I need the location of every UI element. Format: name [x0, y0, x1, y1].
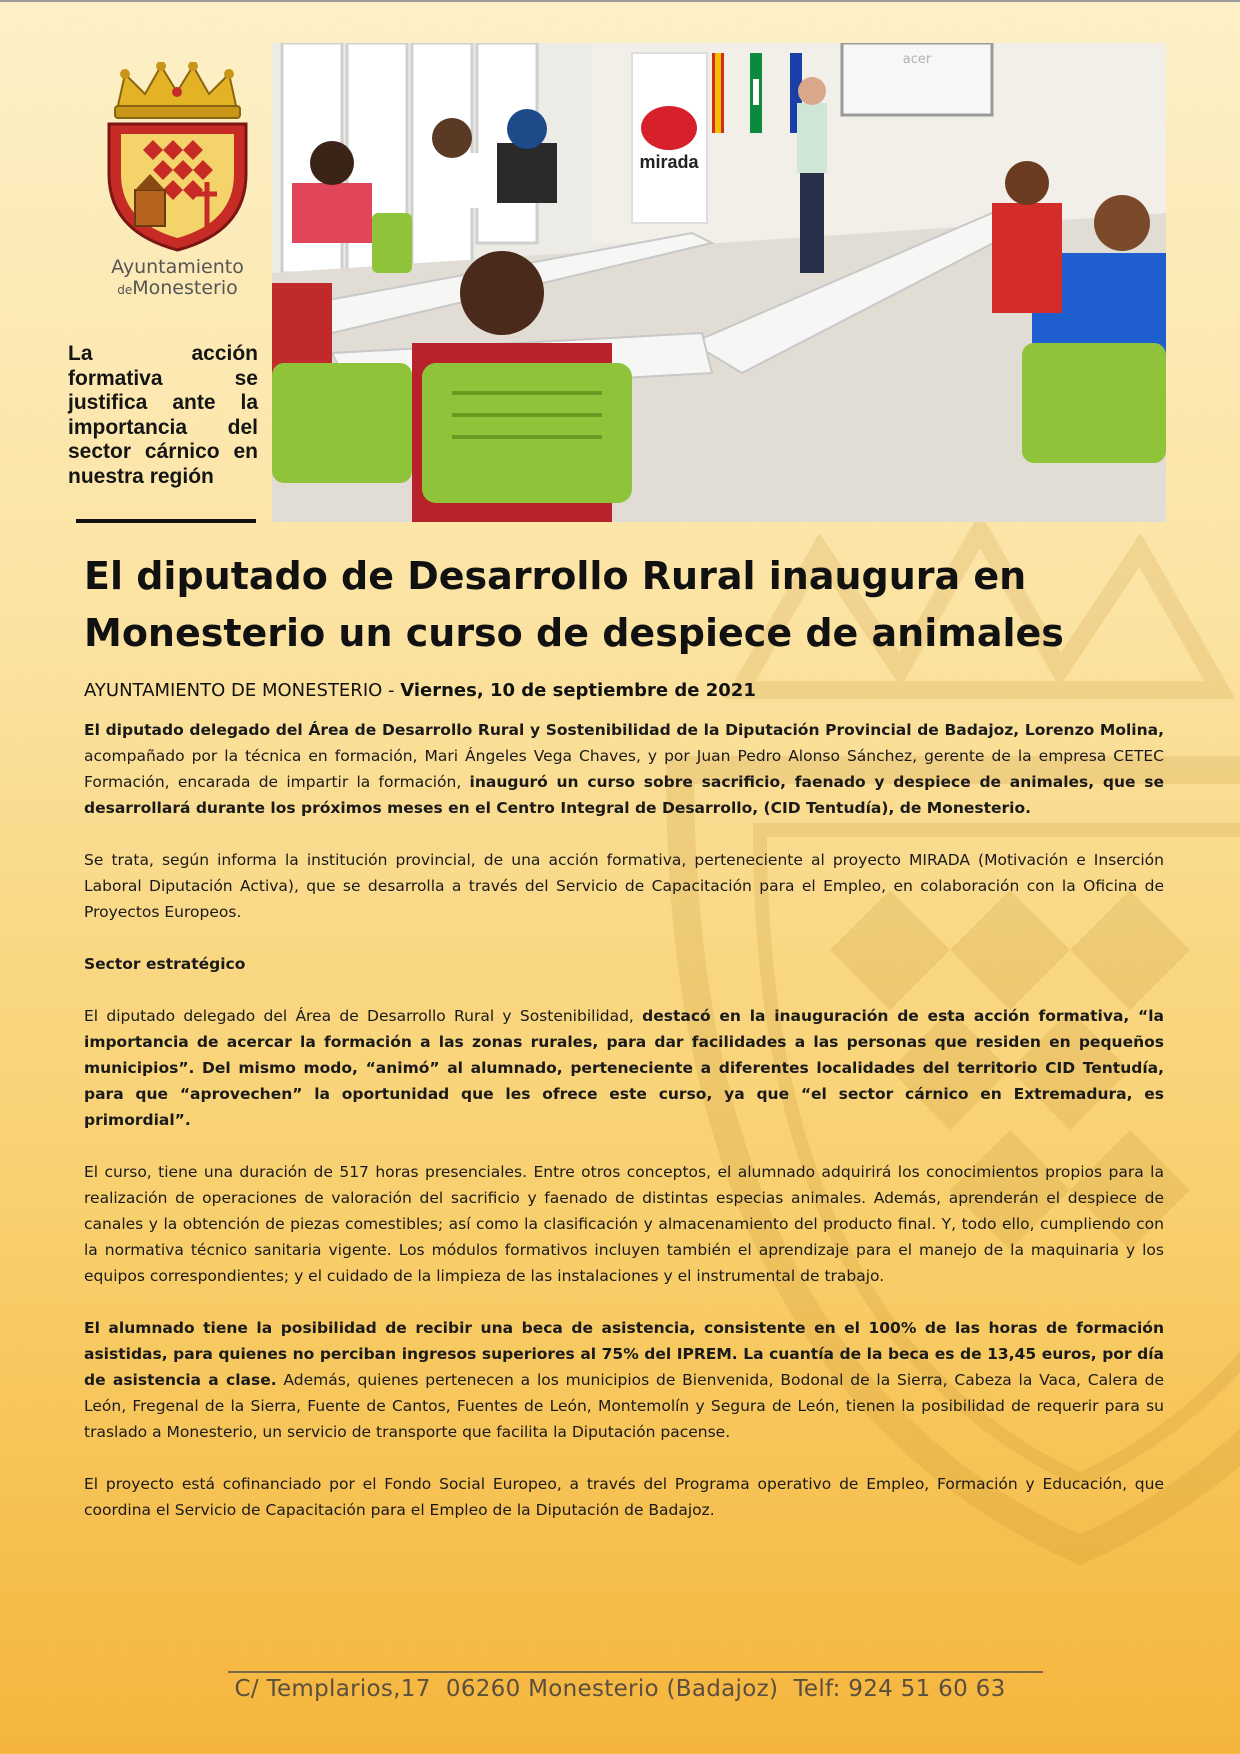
top-border [0, 0, 1240, 2]
paragraph-1 [84, 717, 1164, 821]
logo-text [95, 257, 260, 301]
paragraph-5-lead: El alumnado tiene la posibilidad de recibir una beca de asistencia, consistente en el 100% de las horas de formación asistidas, para quienes no perciban ingresos superiores al 75% del IPREM. La cuantía de la beca es de 13,45 euros, por día de asistencia a clase. [84, 1319, 1164, 1389]
footer-address: C/ Templarios,17 06260 Monesterio (Badajoz) Telf: 924 51 60 63 [234, 1676, 1006, 1702]
paragraph-5 [84, 1315, 1164, 1445]
section-subheading [84, 951, 1164, 977]
logo-line-1: Ayuntamiento [111, 256, 244, 278]
paragraph-6: El proyecto está cofinanciado por el Fondo Social Europeo, a través del Programa operativo de Empleo, Formación y Educación, que coordina el Servicio de Capacitación para el Empleo de la Diputación de Badajoz. [84, 1475, 1164, 1519]
subheading-text: Sector estratégico [84, 955, 246, 973]
paragraph-3-quote: destacó en la inauguración de esta acción formativa, “la importancia de acercar la formación a las zonas rurales, para dar facilidades a las personas que residen en pequeños municipios”. Del mismo modo, “animó” al alumnado, perteneciente a diferentes localidades del territorio CID Tentudía, para que “aprovechen” la oportunidad que les ofrece este curso, ya que “el sector cárnico en Extremadura, es primordial”. [84, 1007, 1164, 1129]
byline [84, 680, 1164, 701]
article-body [84, 717, 1164, 1523]
classroom-photo [272, 43, 1166, 522]
byline-source: AYUNTAMIENTO DE MONESTERIO - [84, 680, 401, 701]
banner-label: mirada [639, 152, 699, 172]
logo-line-2-main: Monesterio [132, 277, 238, 299]
footer-divider [228, 1671, 1043, 1673]
byline-date: Viernes, 10 de septiembre de 2021 [400, 680, 756, 701]
paragraph-1-lead: El diputado delegado del Área de Desarrollo Rural y Sostenibilidad de la Diputación Provincial de Badajoz, Lorenzo Molina, [84, 721, 1164, 739]
headline: El diputado de Desarrollo Rural inaugura en Monesterio un curso de despiece de animales [84, 554, 1064, 655]
paragraph-1-middle: acompañado por la técnica en formación, Mari Ángeles Vega Chaves, y por Juan Pedro Alonso Sánchez, gerente de la empresa CETEC Formación, encarada de impartir la formación, [84, 747, 1164, 791]
paragraph-2: Se trata, según informa la institución provincial, de una acción formativa, perteneciente al proyecto MIRADA (Motivación e Inserción Laboral Diputación Activa), que se desarrolla a través del Servicio de Capacitación para el Empleo, en colaboración con la Oficina de Proyectos Europeos. [84, 851, 1164, 921]
paragraph-5-rest: Además, quienes pertenecen a los municipios de Bienvenida, Bodonal de la Sierra, Cabeza la Vaca, Calera de León, Fregenal de la Sierra, Fuente de Cantos, Fuentes de León, Montemolín y Segura de León, tienen la posibilidad de requerir para su traslado a Monesterio, un servicio de transporte que facilita la Diputación pacense. [84, 1371, 1164, 1441]
logo-line-2 [95, 278, 260, 301]
logo-line-2-prefix: de [117, 283, 133, 297]
paragraph-3-lead: El diputado delegado del Área de Desarrollo Rural y Sostenibilidad, [84, 1007, 643, 1025]
side-note: La acción formativa se justifica ante la importancia del sector cárnico en nuestra región [68, 342, 258, 488]
classroom-illustration [272, 43, 1166, 522]
paragraph-4: El curso, tiene una duración de 517 horas presenciales. Entre otros conceptos, el alumnado adquirirá los conocimientos propios para la realización de operaciones de valoración del sacrificio y faenado de distintas especias animales. Además, aprenderán el despiece de canales y la obtención de piezas comestibles; así como la clasificación y almacenamiento del producto final. Y, todo ello, cumpliendo con la normativa técnico sanitaria vigente. Los módulos formativos incluyen también el aprendizaje para el manejo de la maquinaria y los equipos correspondientes; y el cuidado de la limpieza de las instalaciones y el instrumental de trabajo. [84, 1163, 1164, 1285]
screen-label: acer [902, 52, 932, 67]
paragraph-3 [84, 1003, 1164, 1133]
side-note-divider [76, 519, 256, 523]
coat-of-arms-icon [95, 62, 260, 252]
municipal-logo [95, 62, 260, 307]
paragraph-1-end: inauguró un curso sobre sacrificio, faenado y despiece de animales, que se desarrollará durante los próximos meses en el Centro Integral de Desarrollo, (CID Tentudía), de Monesterio. [84, 773, 1164, 817]
article [84, 548, 1164, 1523]
